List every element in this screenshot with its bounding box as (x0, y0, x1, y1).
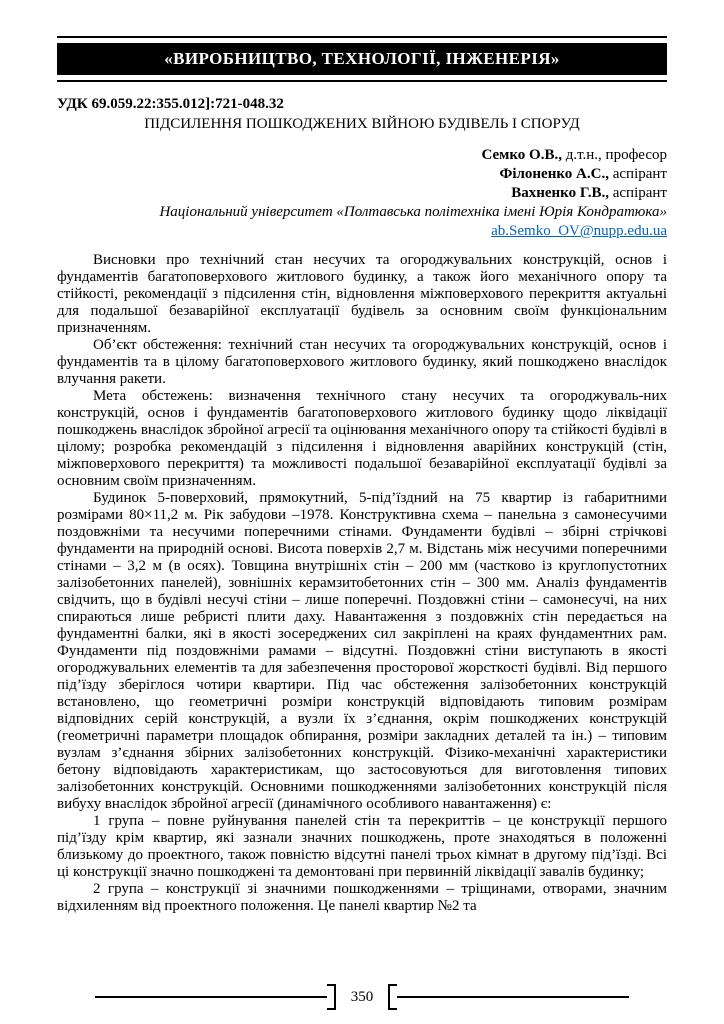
author-name: Семко О.В., (481, 147, 562, 163)
article-title: ПІДСИЛЕННЯ ПОШКОДЖЕНИХ ВІЙНОЮ БУДІВЕЛЬ І СПОРУД (144, 116, 580, 132)
author-role: аспірант (608, 185, 667, 201)
header-top-rule (57, 36, 667, 38)
journal-title: «ВИРОБНИЦТВО, ТЕХНОЛОГІЇ, ІНЖЕНЕРІЯ» (164, 49, 560, 68)
page-number-left-bracket (327, 984, 336, 1010)
journal-title-bar (57, 43, 667, 75)
paragraph-building-description: Будинок 5-поверховий, прямокутний, 5-під’їздний на 75 квартир із габаритними розмірами 80×11,2 м. Рік забудови –1978. Конструктивна схема – панельна з самонесучими поздовжніми та несучими поперечними стінами. Фундаменти будівлі – збірні стрічкові фундаменти на природній основі. Висота поверхів 2,7 м. Відстань між несучими поперечними стінами – 3,2 м (в осях). Товщина внутрішніх стін – 200 мм (частково із круглопустотних залізобетонних панелей), зовнішніх керамзитобетонних стін – 300 мм. Аналіз фундаментів свідчить, що в будівлі несучі стіни – лише поперечні. Поздовжні стіни – самонесучі, на них спираються лише ребристі плити даху. Навантаження з поздовжніх стін передається на фундаментні балки, які в якості зосереджених сил закріплені на краях фундаментних рам. Фундаменти під поздовжніми рамами – відсутні. Поздовжні стіни виступають в якості огороджувальних елементів та для забезпечення просторової жорсткості будівлі. Від першого під’їзду зберіглося чотири квартири. Під час обстеження залізобетонних конструкцій встановлено, що геометричні розміри конструкцій відповідають типовим розмірам відповідних серій конструкцій, а вузли їх з’єднання, окрім пошкоджених конструкцій (геометричні параметри площадок обпирання, розміри закладних деталей та ін.) – типовим вузлам з’єднання збірних залізобетонних конструкцій. Фізико-механічні характеристики бетону відповідають характеристикам, що застосовуються для виготовлення типових залізобетонних конструкцій. Основними пошкодженнями залізобетонних конструкцій після вибуху внаслідок збройної агресії (динамічного особливого навантаження) є: (57, 490, 667, 812)
paragraph-purpose: Мета обстежень: визначення технічного стану несучих та огороджуваль-них конструкцій, основ і фундаментів багатоповерхового житлового будинку щодо ліквідації пошкоджень внаслідок збройної агресії та оцінювання механічного опору та стійкості будівлі в цілому; розробка рекомендацій з підсилення і відновлення аварійних конструкцій (стін, міжповерхового перекриття) та можливості подальшої безаварійної експлуатації будівлі за основним своїм призначенням. (57, 388, 667, 489)
email-link[interactable]: ab.Semko_OV@nupp.edu.ua (491, 223, 667, 239)
udc-code: УДК 69.059.22:355.012]:721-048.32 (57, 96, 284, 112)
page-footer (95, 984, 629, 1010)
author-role: аспірант (608, 166, 667, 182)
paragraph-group-2: 2 група – конструкції зі значними пошкодженнями – тріщинами, отворами, значним відхиленням від проектного положення. Це панелі квартир №2 та (57, 881, 667, 914)
author-line (57, 146, 667, 165)
page-number: 350 (350, 988, 374, 1005)
affiliation: Національний університет «Полтавська політехніка імені Юрія Кондратюка» (159, 204, 667, 220)
author-line (57, 184, 667, 203)
header-bottom-rule (57, 80, 667, 82)
page-number-right-bracket (388, 984, 397, 1010)
article-body (57, 252, 667, 915)
author-name: Філоненко А.С., (499, 166, 609, 182)
paragraph-group-1: 1 група – повне руйнування панелей стін та перекриттів – це конструкції першого під’їзду крім квартир, які зазнали значних пошкоджень, проте знаходяться в положенні близькому до проектного, також повністю відсутні панелі трьох кімнат в другому під’їзді. Всі ці конструкції значно пошкоджені та демонтовані при первинній ліквідації завалів будинку; (57, 813, 667, 880)
footer-left-rule (95, 996, 327, 998)
author-line (57, 165, 667, 184)
paragraph-conclusions: Висновки про технічний стан несучих та огороджувальних конструкцій, основ і фундаментів багатоповерхового житлового будинку, а також його механічного опору та стійкості, рекомендації з підсилення стін, відновлення міжповерхового перекриття актуальні для подальшої безаварійної експлуатації будівель за основним своїм функціональним призначенням. (57, 252, 667, 336)
footer-right-rule (397, 996, 629, 998)
journal-header (57, 36, 667, 82)
email-line (57, 222, 667, 241)
paragraph-object: Об’єкт обстеження: технічний стан несучих та огороджувальних конструкцій, основ і фундаментів та в цілому багатоповерхового житлового будинку, який пошкоджено внаслідок влучання ракети. (57, 337, 667, 387)
author-name: Вахненко Г.В., (511, 185, 609, 201)
author-role: д.т.н., професор (561, 147, 667, 163)
authors-block (57, 146, 667, 241)
